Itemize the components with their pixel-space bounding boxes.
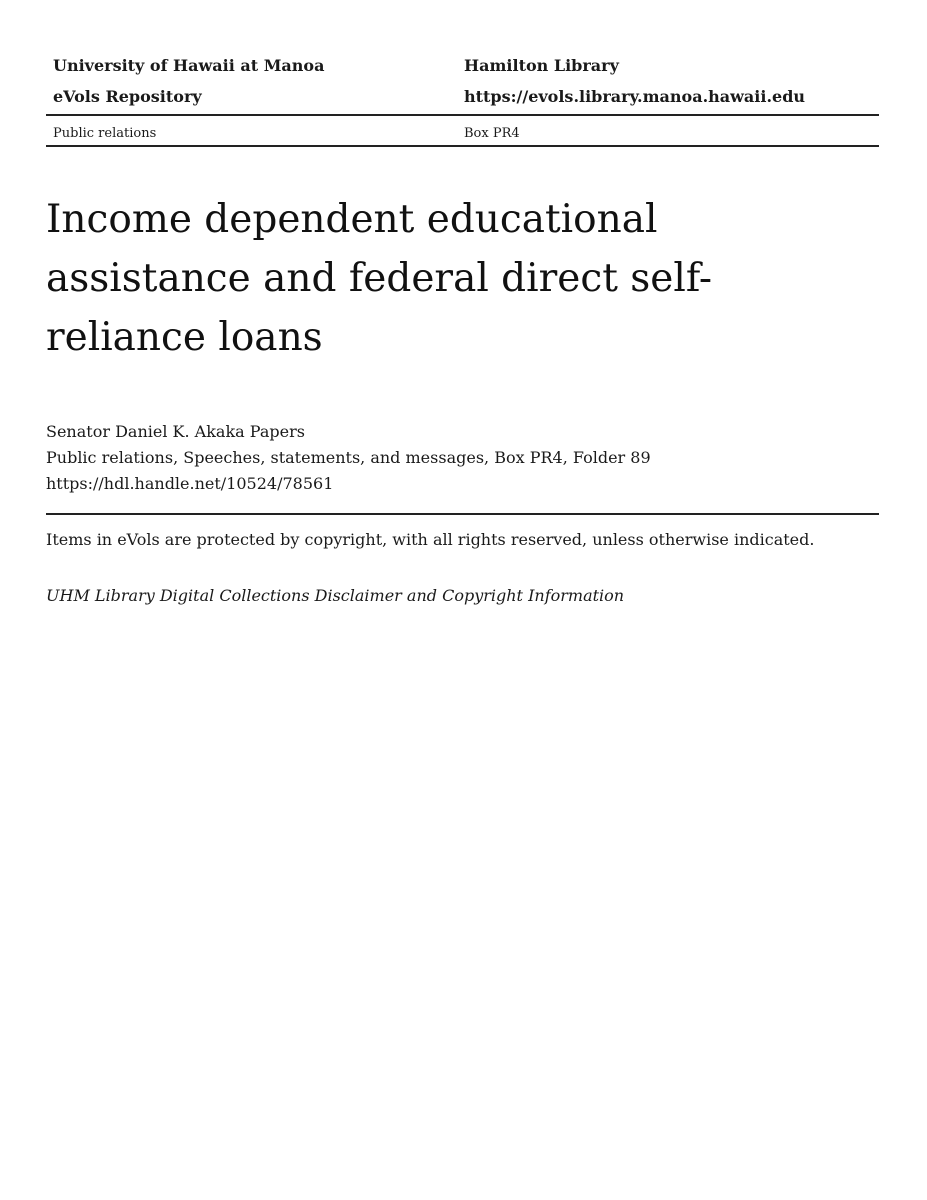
collection-name: Senator Daniel K. Akaka Papers <box>46 422 305 441</box>
collection-series: Public relations <box>53 126 157 141</box>
header-row-2 <box>46 83 879 114</box>
document-title: Income dependent educational assistance and federal direct self-reliance loans <box>46 197 713 360</box>
content-divider <box>46 513 879 515</box>
repository-name: eVols Repository <box>53 87 202 106</box>
institution-name: University of Hawaii at Manoa <box>53 56 325 75</box>
header-row-3 <box>46 116 879 144</box>
document-metadata <box>46 419 879 497</box>
header-divider-bottom <box>46 145 879 147</box>
disclaimer-link[interactable]: UHM Library Digital Collections Disclaimer and Copyright Information <box>46 586 625 605</box>
library-name: Hamilton Library <box>464 56 619 75</box>
handle-link[interactable]: https://hdl.handle.net/10524/78561 <box>46 474 334 493</box>
repository-header <box>46 52 879 147</box>
copyright-notice: Items in eVols are protected by copyright, with all rights reserved, unless otherwise indicated. <box>46 530 815 549</box>
box-label: Box PR4 <box>464 126 520 141</box>
repository-url: https://evols.library.manoa.hawaii.edu <box>464 87 806 106</box>
folder-location: Public relations, Speeches, statements, and messages, Box PR4, Folder 89 <box>46 448 651 467</box>
header-row-1 <box>46 52 879 83</box>
